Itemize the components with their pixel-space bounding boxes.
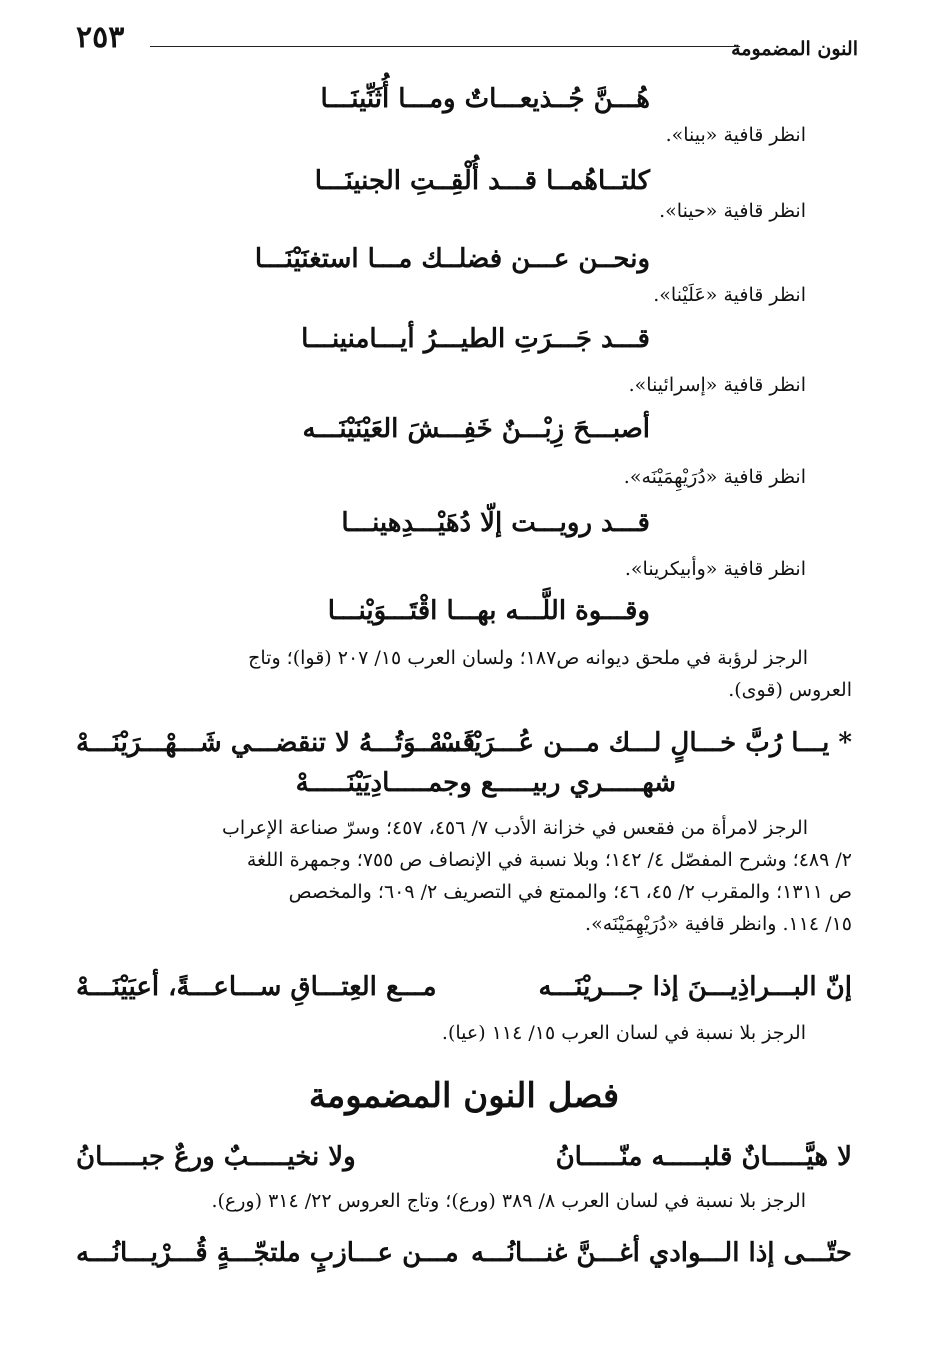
source-note-2-line-4: ١٥/ ١١٤. وانظر قافية «دُرَيْهِمَيْنَه». <box>585 913 852 935</box>
source-note-1-line-1: الرجز لرؤبة في ملحق ديوانه ص١٨٧؛ ولسان العرب ١٥/ ٢٠٧ (قوا)؛ وتاج <box>248 647 808 669</box>
note-4: انظر قافية «إسرائينا». <box>628 374 806 396</box>
source-note-2-line-1: الرجز لامرأة من فقعس في خزانة الأدب ٧/ ٤٥٦، ٤٥٧؛ وسرّ صناعة الإعراب <box>222 817 808 839</box>
note-3: انظر قافية «عَلَيْنا». <box>653 284 806 306</box>
verse-7: وقـــوة اللَّـــه بهـــا اقْتَـــوَيْنـــا <box>327 596 650 626</box>
verse-4: قـــد جَـــرَتِ الطيـــرُ أيـــامنينـــا <box>301 324 650 354</box>
source-note-2 <box>112 812 852 940</box>
note-1: انظر قافية «بينا». <box>665 124 806 146</box>
couplet-1-line-2: شهـــــري ربيـــــع وجمـــــادِيَيْنَـــــهْ <box>295 768 676 798</box>
verse-5: أصبـــحَ زِبْـــنٌ خَفِـــشَ العَيْنَيْنَـــه <box>302 414 650 444</box>
couplet-1-second-hemistich: فَسْـــوَتُـــهُ لا تنقضـــي شَـــهْـــرَيْنَـــهْ <box>76 728 475 758</box>
source-note-1-line-2: العروس (قوى). <box>728 679 852 701</box>
verse-6: قـــد رويـــت إلّا دُهَيْـــدِهينـــا <box>341 508 650 538</box>
source-note-3: الرجز بلا نسبة في لسان العرب ١٥/ ١١٤ (عيا). <box>441 1022 806 1044</box>
couplet-3-second-hemistich: ولا نخيـــــبٌ ورعٌ جبـــــانُ <box>76 1142 356 1172</box>
note-5: انظر قافية «دُرَيْهِمَيْنَه». <box>623 466 806 488</box>
asterisk-icon: * <box>838 728 852 758</box>
couplet-2-first-hemistich: إنّ البـــراذِيـــنَ إذا جـــريْنَـــه <box>538 972 852 1002</box>
verse-2: كلتــاهُمــا قـــد أُلْقِــتِ الجنينَـــا <box>314 166 650 196</box>
note-2: انظر قافية «حينا». <box>659 200 806 222</box>
source-note-4: الرجز بلا نسبة في لسان العرب ٨/ ٣٨٩ (ورع)؛ وتاج العروس ٢٢/ ٣١٤ (ورع). <box>211 1190 806 1212</box>
couplet-3-first-hemistich: لا هيَّـــــانٌ قلبـــــه منّـــــانُ <box>555 1142 852 1172</box>
header-rule <box>150 46 740 47</box>
verse-3: ونحــن عـــن فضلــك مـــا استغنَيْنَـــا <box>254 244 650 274</box>
chapter-title: النون المضمومة <box>731 38 858 60</box>
source-note-1 <box>112 642 852 706</box>
page-number: ٢٥٣ <box>76 20 125 55</box>
couplet-2-second-hemistich: مـــع العِتـــاقِ ســـاعـــةً، أعيَيْنَـــهْ <box>76 972 437 1002</box>
couplet-4-second-hemistich: مـــن عـــازبٍ ملتجّـــةٍ قُـــرْيـــانُـــه <box>76 1238 459 1268</box>
section-title: فصل النون المضمومة <box>308 1076 620 1116</box>
couplet-1-first-hemistich: * يـــا رُبَّ خـــالٍ لـــك مـــن عُـــرَيْنَـــهْ <box>429 728 852 758</box>
source-note-2-line-2: ٢/ ٤٨٩؛ وشرح المفصّل ٤/ ١٤٢؛ وبلا نسبة في الإنصاف ص ٧٥٥؛ وجمهرة اللغة <box>246 849 852 871</box>
source-note-2-line-3: ص ١٣١١؛ والمقرب ٢/ ٤٥، ٤٦؛ والممتع في التصريف ٢/ ٦٠٩؛ والمخصص <box>288 881 852 903</box>
note-6: انظر قافية «وأبيكرينا». <box>624 558 806 580</box>
couplet-4-first-hemistich: حتّـــى إذا الـــوادي أغـــنَّ غنـــانُـــه <box>471 1238 852 1268</box>
verse-1: هُـــنَّ جُــذيعـــاتٌ ومـــا أُثَنِّينَـــا <box>320 84 650 114</box>
